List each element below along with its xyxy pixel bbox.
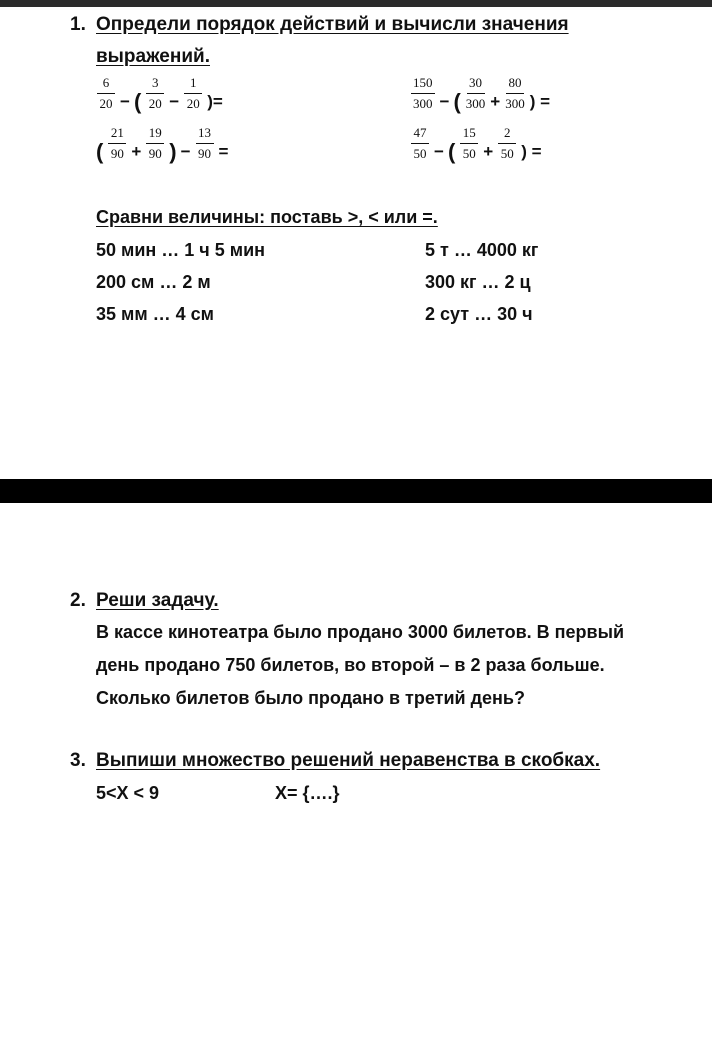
fraction: $\frac{47}{50}$ xyxy=(410,125,430,162)
task2-problem-text xyxy=(96,616,706,715)
page-divider xyxy=(0,479,712,503)
compare-right-2: 300 кг … 2 ц xyxy=(425,272,531,292)
task2-line-3: Сколько билетов было продано в третий день? xyxy=(96,688,525,708)
task3-inequality: 5<X < 9 xyxy=(96,783,160,803)
task2-heading: Реши задачу. xyxy=(96,590,219,611)
expression-3: ( $\frac{21}{90}$ + $\frac{19}{90}$ ) − $\frac{13}{90}$ = xyxy=(96,125,229,164)
fraction: $\frac{30}{300}$ xyxy=(465,75,486,111)
fraction: $\frac{13}{90}$ xyxy=(195,125,215,162)
compare-left-3: 35 мм … 4 см xyxy=(96,304,214,324)
compare-right-1: 5 т … 4000 кг xyxy=(425,240,539,260)
expression-4: $\frac{47}{50}$ − ( $\frac{15}{50}$ + $\frac{2}{50}$ ) = xyxy=(410,125,542,162)
expression-2: $\frac{150}{300}$ − ( $\frac{30}{300}$ + $\frac{80}{300}$ ) = xyxy=(410,75,550,112)
fraction: $\frac{80}{300}$ xyxy=(505,75,525,111)
task2-line-1: В кассе кинотеатра было продано 3000 билетов. В первый xyxy=(96,622,625,642)
compare-left-2: 200 см … 2 м xyxy=(96,272,211,292)
expression-1: $\frac{6}{20}$ − ( $\frac{3}{20}$ − $\frac{1}{20}$ )= xyxy=(96,75,223,112)
fraction: $\frac{150}{300}$ xyxy=(413,75,433,111)
task2-number: 2. xyxy=(70,590,86,611)
fraction: $\frac{3}{20}$ xyxy=(145,75,165,112)
task1-heading-line1: Определи порядок действий и вычисли значения xyxy=(96,14,569,35)
task1-heading-line2: выражений. xyxy=(96,46,210,67)
compare-left-1: 50 мин … 1 ч 5 мин xyxy=(96,240,266,260)
top-bar xyxy=(0,0,712,7)
fraction: $\frac{1}{20}$ xyxy=(183,75,203,112)
fraction: $\frac{2}{50}$ xyxy=(497,125,517,162)
fraction: $\frac{19}{90}$ xyxy=(145,125,165,162)
compare-right-3: 2 сут … 30 ч xyxy=(425,304,533,324)
task1-number: 1. xyxy=(70,14,86,35)
task2-line-2: день продано 750 билетов, во второй – в 2 раза больше. xyxy=(96,655,605,675)
fraction: $\frac{15}{50}$ xyxy=(459,125,479,162)
task3-heading: Выпиши множество решений неравенства в скобках. xyxy=(96,750,601,771)
fraction: $\frac{6}{20}$ xyxy=(96,75,116,112)
compare-heading: Сравни величины: поставь >, < или =. xyxy=(96,207,438,227)
task3-number: 3. xyxy=(70,750,86,771)
fraction: $\frac{21}{90}$ xyxy=(107,125,127,162)
task3-answer: X= {….} xyxy=(275,783,340,803)
